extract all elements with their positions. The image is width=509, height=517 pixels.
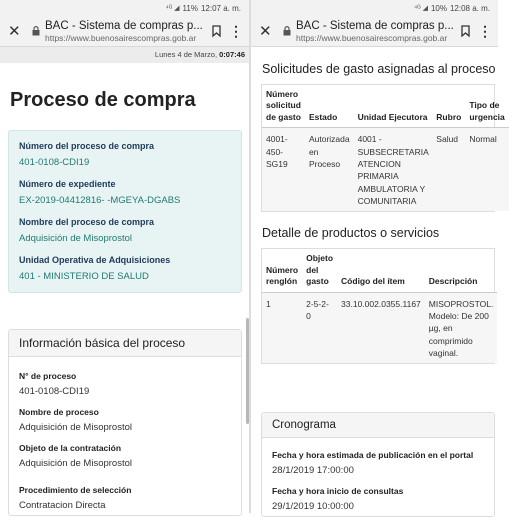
status-bar <box>251 0 498 16</box>
page-tab-title: BAC - Sistema de compras p... <box>45 19 203 32</box>
summary-value: 401-0108-CDI19 <box>19 157 90 168</box>
address-bar[interactable] <box>296 20 454 43</box>
battery-level: 11% <box>182 3 198 13</box>
field-label: Fecha y hora estimada de publicación en el portal <box>272 450 474 461</box>
clock: 12:07 a. m. <box>200 3 241 13</box>
process-summary-box <box>8 130 242 293</box>
table-header-row <box>262 85 509 128</box>
lock-icon[interactable] <box>30 26 42 36</box>
column-header: Número renglón <box>262 249 302 292</box>
table-cell: 4001 - SUBSECRETARIA ATENCION PRIMARIA AMBULATORIA Y COMUNITARIA <box>354 128 433 211</box>
summary-label: Nombre del proceso de compra <box>19 217 155 227</box>
page-url <box>45 33 205 43</box>
signal-icon: ⁴ᴳ ◢ <box>414 5 428 12</box>
current-date: Lunes 4 de Marzo, <box>154 50 220 59</box>
solicitudes-table <box>261 84 505 212</box>
url-scheme: https:// <box>296 32 322 43</box>
column-header: Número solicitud de gasto <box>262 85 305 128</box>
card-header: Cronograma <box>262 413 494 438</box>
table-header-row <box>262 249 497 292</box>
address-bar[interactable] <box>45 20 205 43</box>
table-cell: Autorizada en Proceso <box>305 128 354 211</box>
overflow-menu-icon[interactable]: ⋮ <box>229 23 243 39</box>
column-header: Unidad Ejecutora <box>354 85 433 128</box>
column-header: Objeto del gasto <box>302 249 337 292</box>
overflow-menu-icon[interactable]: ⋮ <box>478 23 492 39</box>
table-row <box>262 292 497 363</box>
column-header: Estado <box>305 85 354 128</box>
field-value: 401-0108-CDI19 <box>19 386 90 397</box>
summary-label: Número del proceso de compra <box>19 141 155 151</box>
signal-icon: ⁴ᴳ ◢ <box>165 5 180 12</box>
lock-icon[interactable] <box>281 26 293 36</box>
bookmark-icon[interactable] <box>458 25 472 37</box>
clock: 12:08 a. m. <box>449 3 490 13</box>
current-time: 0:07:46 <box>219 50 245 59</box>
url-host: www.buenosairescompras.gob.ar <box>321 32 448 43</box>
url-host: www.buenosairescompras.gob.ar <box>70 32 197 43</box>
card-body <box>9 357 241 515</box>
basic-info-card <box>8 329 242 516</box>
date-bar <box>0 47 249 63</box>
summary-label: Número de expediente <box>19 179 116 189</box>
column-header: Rubro <box>432 85 465 128</box>
field-label: Fecha y hora inicio de consultas <box>272 486 404 497</box>
browser-toolbar <box>251 16 498 47</box>
table-cell: Normal <box>465 128 508 211</box>
table-cell: 33.10.002.0355.1167 <box>337 292 425 363</box>
field-value: Contratacion Directa <box>19 500 106 511</box>
cronograma-card <box>261 412 495 517</box>
page-url <box>296 33 454 43</box>
summary-label: Unidad Operativa de Adquisiciones <box>19 255 171 265</box>
table-row <box>262 128 509 211</box>
field-value: Adquisición de Misoprostol <box>19 458 133 469</box>
field-label: Objeto de la contratación <box>19 443 122 453</box>
summary-value: Adquisición de Misoprostol <box>19 233 133 244</box>
url-scheme: https:// <box>45 32 71 43</box>
solicitudes-title: Solicitudes de gasto asignadas al proceso <box>262 62 496 76</box>
field-value: Adquisición de Misoprostol <box>19 422 133 433</box>
field-label: Nombre de proceso <box>19 407 99 417</box>
card-header: Información básica del proceso <box>9 330 241 357</box>
table-cell: Salud <box>432 128 465 211</box>
field-label: N° de proceso <box>19 371 77 381</box>
close-tab-icon[interactable]: ✕ <box>8 22 21 40</box>
field-label: Procedimiento de selección <box>19 485 132 495</box>
column-header: Tipo de urgencia <box>465 85 508 128</box>
table-cell: 1 <box>262 292 302 363</box>
right-screen <box>251 0 505 513</box>
close-tab-icon[interactable]: ✕ <box>259 22 272 40</box>
table-cell: MISOPROSTOL. Modelo: De 200 µg, en comprimido vaginal. <box>425 292 498 363</box>
productos-table <box>261 248 495 364</box>
card-body <box>262 438 494 516</box>
table-cell: 2-5-2-0 <box>302 292 337 363</box>
page-title: Proceso de compra <box>10 89 196 111</box>
table-cell: 4001-450-SG19 <box>262 128 305 211</box>
bookmark-icon[interactable] <box>209 25 223 37</box>
column-header: Código del ítem <box>337 249 425 292</box>
browser-toolbar <box>0 16 249 47</box>
battery-level: 10% <box>430 3 447 13</box>
summary-value: 401 - MINISTERIO DE SALUD <box>19 271 149 282</box>
field-value: 29/1/2019 10:00:00 <box>272 501 354 513</box>
productos-title: Detalle de productos o servicios <box>262 226 440 241</box>
field-value: 28/1/2019 17:00:00 <box>272 465 354 477</box>
status-bar <box>0 0 249 16</box>
left-screen <box>0 0 249 513</box>
summary-value: EX-2019-04412816- -MGEYA-DGABS <box>19 195 181 206</box>
column-header: Descripción <box>425 249 498 292</box>
page-tab-title: BAC - Sistema de compras p... <box>296 19 454 32</box>
